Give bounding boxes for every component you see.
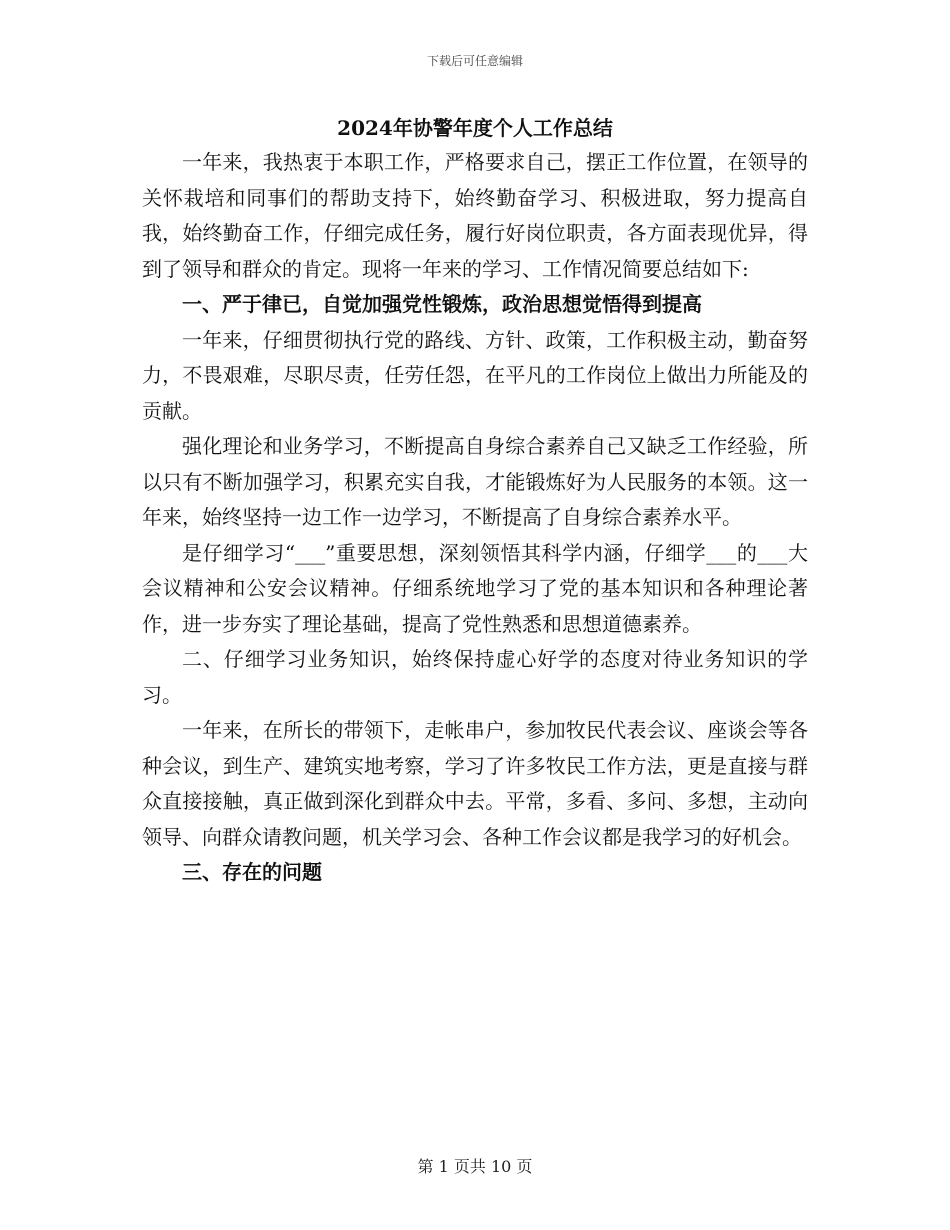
- section-heading-3: 三、存在的问题: [182, 860, 322, 884]
- document-body: [142, 145, 808, 891]
- header-note: 下载后可任意编辑: [426, 54, 523, 68]
- page-number: 第 1 页共 10 页: [417, 1157, 533, 1176]
- section-heading-1: 一、严于律已，自觉加强党性锻炼，政治思想觉悟得到提高: [182, 292, 702, 316]
- body-paragraph: 一年来，在所长的带领下，走帐串户，参加牧民代表会议、座谈会等各种会议，到生产、建筑实地考察，学习了许多牧民工作方法，更是直接与群众直接接触，真正做到深化到群众中去。平常，多看、多问、多想，主动向领导、向群众请教问题，机关学习会、各种工作会议都是我学习的好机会。: [142, 718, 808, 849]
- body-paragraph: 是仔细学习“___”重要思想，深刻领悟其科学内涵，仔细学___的___大会议精神和公安会议精神。仔细系统地学习了党的基本知识和各种理论著作，进一步夯实了理论基础，提高了党性熟悉和思想道德素养。: [142, 540, 808, 636]
- section-heading-2: 二、仔细学习业务知识，始终保持虚心好学的态度对待业务知识的学习。: [142, 647, 808, 707]
- body-paragraph: 一年来，仔细贯彻执行党的路线、方针、政策，工作积极主动，勤奋努力，不畏艰难，尽职尽责，任劳任怨，在平凡的工作岗位上做出力所能及的贡献。: [142, 327, 808, 423]
- body-paragraph: 强化理论和业务学习，不断提高自身综合素养自己又缺乏工作经验，所以只有不断加强学习，积累充实自我，才能锻炼好为人民服务的本领。这一年来，始终坚持一边工作一边学习，不断提高了自身综合素养水平。: [142, 434, 808, 529]
- document-title: 2024年协警年度个人工作总结: [337, 116, 613, 140]
- intro-paragraph: 一年来，我热衷于本职工作，严格要求自己，摆正工作位置，在领导的关怀栽培和同事们的帮助支持下，始终勤奋学习、积极进取，努力提高自我，始终勤奋工作，仔细完成任务，履行好岗位职责，各方面表现优异，得到了领导和群众的肯定。现将一年来的学习、工作情况简要总结如下:: [142, 150, 808, 281]
